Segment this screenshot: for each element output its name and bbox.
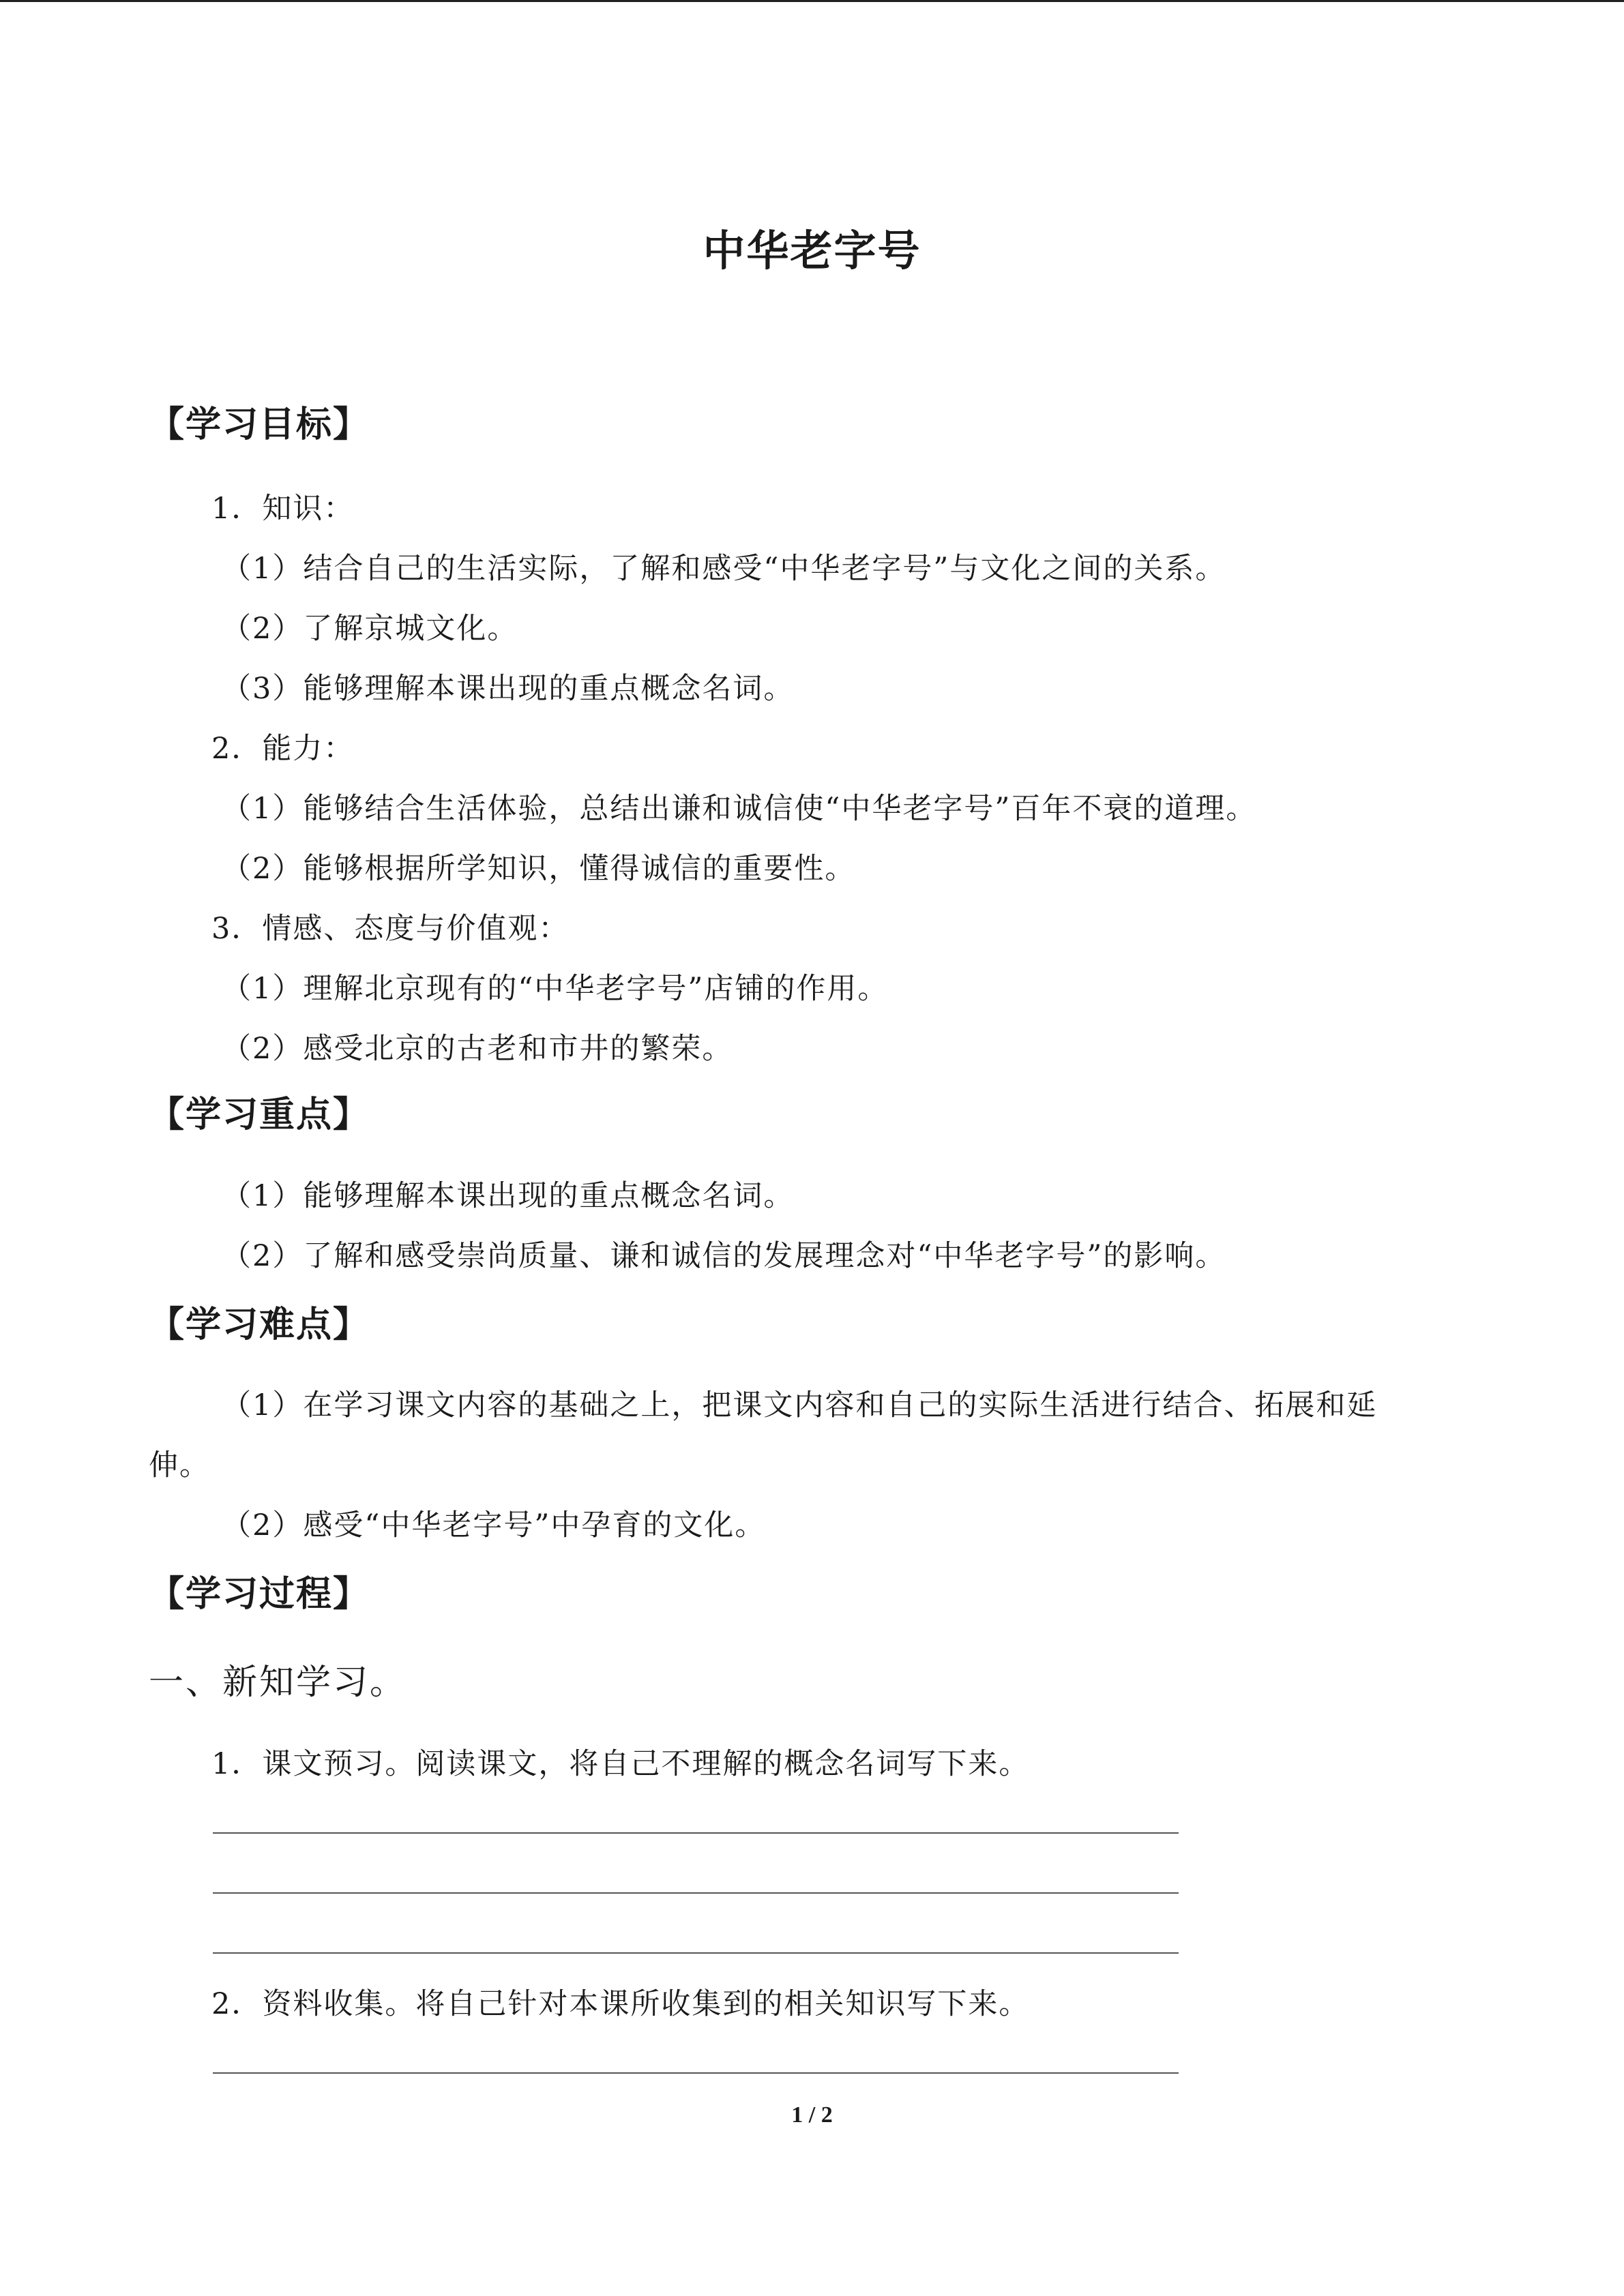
objective-ability-label: 2．能力： <box>211 732 355 766</box>
objective-knowledge-item: （2）了解京城文化。 <box>222 612 518 646</box>
objective-knowledge-label: 1．知识： <box>211 492 355 526</box>
answer-line[interactable] <box>213 1892 1179 1894</box>
objective-ability-item: （2）能够根据所学知识，懂得诚信的重要性。 <box>222 852 856 886</box>
key-point-item: （2）了解和感受崇尚质量、谦和诚信的发展理念对“中华老字号”的影响。 <box>222 1239 1226 1273</box>
difficulty-item-continuation: 伸。 <box>149 1448 210 1482</box>
objective-values-item: （2）感受北京的古老和市井的繁荣。 <box>222 1032 733 1066</box>
heading-key-points: 【学习重点】 <box>149 1094 370 1135</box>
task-preview: 1．课文预习。阅读课文，将自己不理解的概念名词写下来。 <box>211 1747 1030 1781</box>
difficulty-item: （2）感受“中华老字号”中孕育的文化。 <box>222 1508 766 1542</box>
heading-objectives: 【学习目标】 <box>149 404 370 445</box>
page-number: 1 / 2 <box>791 2102 833 2128</box>
heading-difficulties: 【学习难点】 <box>149 1304 370 1345</box>
key-point-item: （1）能够理解本课出现的重点概念名词。 <box>222 1179 795 1213</box>
page-top-border <box>0 0 1624 2</box>
page-title: 中华老字号 <box>703 226 921 275</box>
section-new-knowledge: 一、新知学习。 <box>149 1663 407 1703</box>
objective-values-item: （1）理解北京现有的“中华老字号”店铺的作用。 <box>222 972 889 1006</box>
heading-process: 【学习过程】 <box>149 1574 370 1615</box>
answer-line[interactable] <box>213 1952 1179 1954</box>
objective-knowledge-item: （3）能够理解本课出现的重点概念名词。 <box>222 672 795 706</box>
answer-line[interactable] <box>213 2072 1179 2074</box>
objective-ability-item: （1）能够结合生活体验，总结出谦和诚信使“中华老字号”百年不衰的道理。 <box>222 792 1257 826</box>
task-collect: 2．资料收集。将自己针对本课所收集到的相关知识写下来。 <box>211 1987 1030 2021</box>
objective-values-label: 3．情感、态度与价值观： <box>211 912 570 946</box>
objective-knowledge-item: （1）结合自己的生活实际，了解和感受“中华老字号”与文化之间的关系。 <box>222 552 1226 586</box>
difficulty-item: （1）在学习课文内容的基础之上，把课文内容和自己的实际生活进行结合、拓展和延 <box>222 1388 1378 1422</box>
answer-line[interactable] <box>213 1832 1179 1834</box>
